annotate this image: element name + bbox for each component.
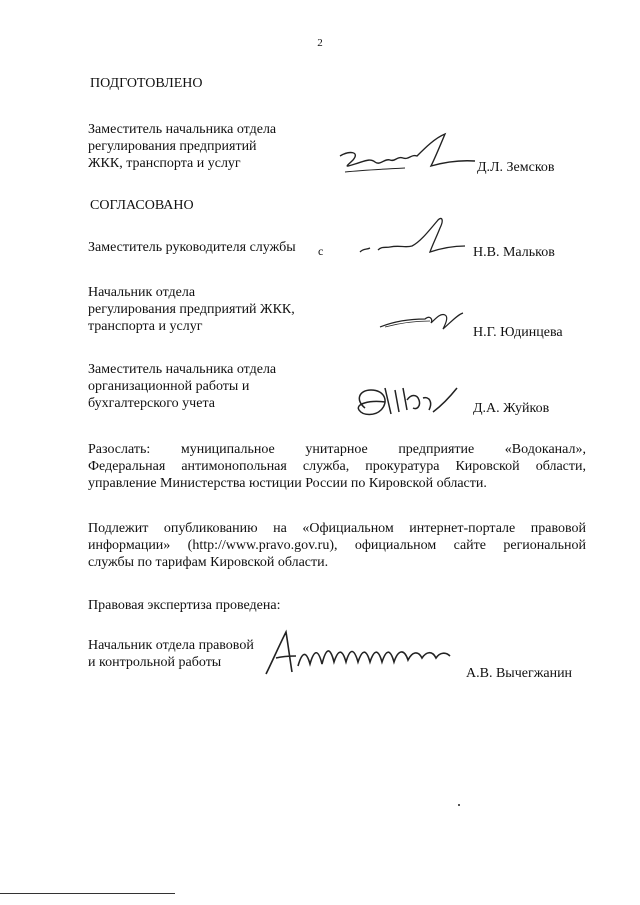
- agreed-heading: СОГЛАСОВАНО: [90, 198, 194, 213]
- paragraph-line: Разослать: муниципальное унитарное предприятие «Водоканал»,: [88, 442, 586, 457]
- paragraph-line: управление Министерства юстиции России по Кировской области.: [88, 476, 487, 491]
- footer-rule: [0, 893, 175, 894]
- prepared-heading: ПОДГОТОВЛЕНО: [90, 76, 203, 91]
- agreed-position-2: [88, 284, 318, 335]
- distribution-paragraph: [88, 441, 586, 492]
- prepared-name: Д.Л. Земсков: [477, 160, 555, 175]
- paragraph-line: Подлежит опубликованию на «Официальном интернет-портале правовой: [88, 521, 586, 536]
- position-line: Начальник отдела: [88, 285, 196, 300]
- agreed-name-2: Н.Г. Юдинцева: [473, 325, 563, 340]
- paragraph-line: Федеральная антимонопольная служба, прокуратура Кировской области,: [88, 459, 586, 474]
- signature-yudintseva: [375, 305, 475, 335]
- position-line: организационной работы и: [88, 379, 250, 394]
- position-line: Заместитель начальника отдела: [88, 122, 277, 137]
- scan-speck: [458, 804, 460, 806]
- paragraph-line: службы по тарифам Кировской области.: [88, 555, 329, 570]
- prepared-position: [88, 121, 318, 172]
- publication-paragraph: [88, 520, 586, 571]
- agreed-position-1: [88, 239, 318, 256]
- position-line: бухгалтерского учета: [88, 396, 215, 411]
- signature-zemskov: [335, 128, 485, 183]
- signature-malkov: [350, 212, 470, 267]
- agreed-name-1: Н.В. Мальков: [473, 245, 555, 260]
- position-line: транспорта и услуг: [88, 319, 203, 334]
- paragraph-line: информации» (http://www.pravo.gov.ru), официальном сайте региональной: [88, 538, 586, 553]
- page-number: 2: [317, 37, 323, 49]
- signature-vychegzhanin: [258, 626, 468, 681]
- position-line: регулирования предприятий ЖКК,: [88, 302, 295, 317]
- legal-review-name: А.В. Вычегжанин: [466, 666, 573, 681]
- agreed-name-3: Д.А. Жуйков: [473, 401, 550, 416]
- position-line: регулирования предприятий: [88, 139, 257, 154]
- agreed-position-3: [88, 361, 318, 412]
- legal-review-heading: Правовая экспертиза проведена:: [88, 598, 281, 613]
- signature-zhuykov: [345, 380, 470, 425]
- position-line: Начальник отдела правовой: [88, 638, 254, 653]
- signatory-mark: с: [318, 244, 324, 258]
- position-line: Заместитель начальника отдела: [88, 362, 277, 377]
- position-line: Заместитель руководителя службы: [88, 240, 296, 255]
- position-line: ЖКК, транспорта и услуг: [88, 156, 241, 171]
- position-line: и контрольной работы: [88, 655, 222, 670]
